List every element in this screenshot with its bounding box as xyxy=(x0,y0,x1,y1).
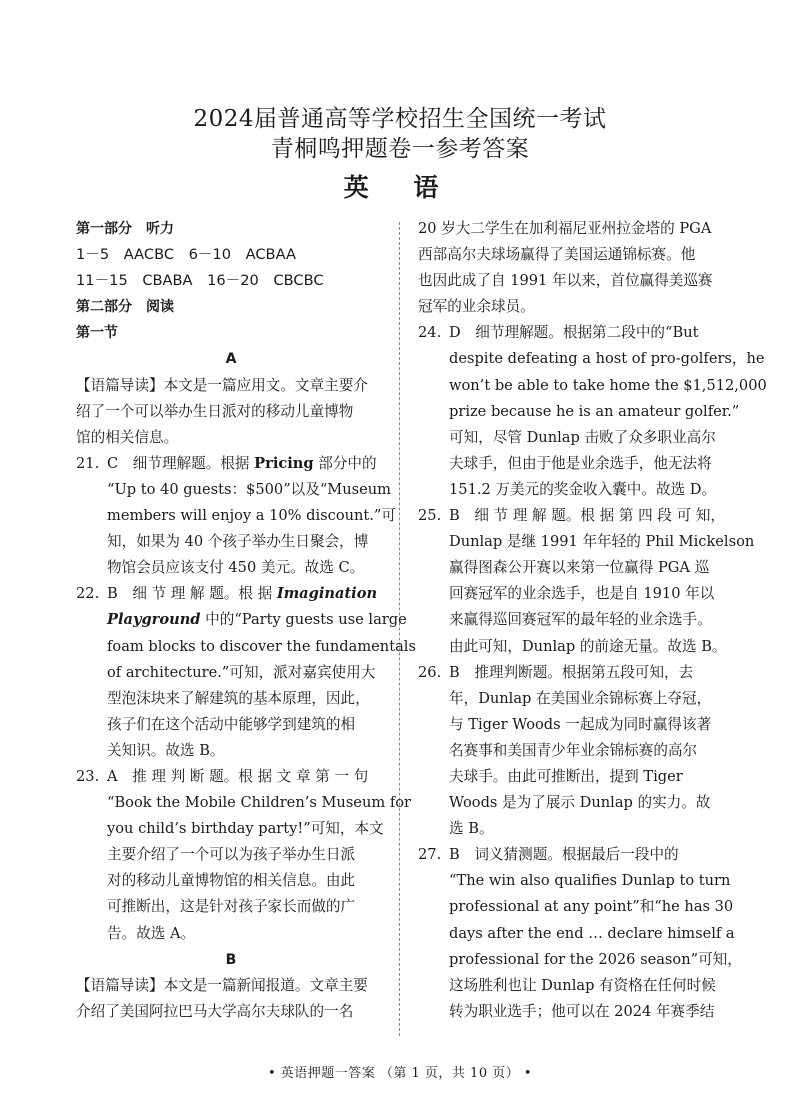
guide-line: 介绍了美国阿拉巴马大学高尔夫球队的一名 xyxy=(76,1002,354,1020)
question-26 xyxy=(418,660,728,843)
text-line: 型泡沫块来了解建筑的基本原理，因此， xyxy=(107,689,370,707)
text-line: A 推 理 判 断 题。根 据 文 章 第 一 句 xyxy=(107,767,369,785)
guide-line: 【语篇导读】本文是一篇新闻报道。文章主要 xyxy=(76,976,368,994)
text-line: 夫球手，但由于他是业余选手，他无法将 xyxy=(449,454,712,472)
text-line: 关知识。故选 B。 xyxy=(107,741,225,759)
text-line: despite defeating a host of pro-golfers，he xyxy=(449,350,765,368)
text-line: members will enjoy a 10% discount.”可 xyxy=(107,507,396,525)
question-number: 21. xyxy=(76,454,100,472)
question-number: 25. xyxy=(418,507,442,525)
text-line: “Book the Mobile Children’s Museum for xyxy=(107,794,411,812)
text-line: Dunlap 是继 1991 年年轻的 Phil Mickelson xyxy=(449,533,755,551)
text-line: prize because he is an amateur golfer.” xyxy=(449,402,740,420)
guide-line: 绍了一个可以举办生日派对的移动儿童博物 xyxy=(76,402,354,420)
text-line: 与 Tiger Woods 一起成为同时赢得该著 xyxy=(449,715,712,733)
text-line: Woods 是为了展示 Dunlap 的实力。故 xyxy=(449,794,711,812)
guide-line: 馆的相关信息。 xyxy=(76,428,179,446)
part1-heading: 第一部分 听力 xyxy=(76,221,174,237)
text-line: 物馆会员应该支付 450 美元。故选 C。 xyxy=(107,559,365,577)
exam-subtitle: 青桐鸣押题卷一参考答案 xyxy=(270,136,530,162)
listening-answers-row-1: 1－5 AACBC 6－10 ACBAA xyxy=(76,246,296,264)
guide-line: 西部高尔夫球场赢得了美国运通锦标赛。他 xyxy=(418,246,696,264)
text-line: professional for the 2026 season”可知， xyxy=(449,950,742,968)
guide-line: 也因此成了自 1991 年以来，首位赢得美巡赛 xyxy=(418,272,713,290)
text-run: C 细节理解题。根据 xyxy=(107,454,255,472)
passage-a-guide xyxy=(76,373,386,451)
text-line: 夫球手。由此可推断出，提到 Tiger xyxy=(449,767,683,785)
question-22 xyxy=(76,581,416,764)
text-line: 来赢得巡回赛冠军的最年轻的业余选手。 xyxy=(449,611,712,629)
question-24 xyxy=(418,320,767,503)
exam-title: 2024届普通高等学校招生全国统一考试 xyxy=(193,106,607,132)
text-line: 由此可知，Dunlap 的前途无量。故选 B。 xyxy=(449,637,727,655)
text-line: “The win also qualifies Dunlap to turn xyxy=(449,872,731,890)
text-line: 这场胜利也让 Dunlap 有资格在任何时候 xyxy=(449,976,716,994)
subject-heading: 英 语 xyxy=(343,173,457,202)
question-explanation xyxy=(107,451,396,581)
passage-a-label: A xyxy=(225,351,237,368)
question-number: 22. xyxy=(76,585,100,603)
text-line: B 词义猜测题。根据最后一段中的 xyxy=(449,846,679,864)
guide-line: 冠军的业余球员。 xyxy=(418,298,535,316)
left-column xyxy=(76,216,416,1025)
section-name: Pricing xyxy=(254,454,314,472)
text-line: 可推断出，这是针对孩子家长而做的广 xyxy=(107,898,356,916)
question-explanation xyxy=(449,842,742,1025)
text-run: 部分中的 xyxy=(313,454,377,472)
text-line: 对的移动儿童博物馆的相关信息。由此 xyxy=(107,872,356,890)
text-run: B 细 节 理 解 题。根 据 xyxy=(107,585,277,603)
text-line: you child’s birthday party!”可知，本文 xyxy=(107,820,384,838)
question-number: 27. xyxy=(418,846,442,864)
text-line: 主要介绍了一个可以为孩子举办生日派 xyxy=(107,846,356,864)
text-line: professional at any point”和“he has 30 xyxy=(449,898,734,916)
text-line: 年，Dunlap 在美国业余锦标赛上夺冠， xyxy=(449,689,712,707)
text-line: 告。故选 A。 xyxy=(107,924,196,942)
question-explanation xyxy=(449,660,728,843)
text-line: D 细节理解题。根据第二段中的“But xyxy=(449,324,699,342)
question-number: 23. xyxy=(76,767,100,785)
text-run: 中的“Party guests use large xyxy=(200,611,407,629)
text-line: 回赛冠军的业余选手，也是自 1910 年以 xyxy=(449,585,715,603)
text-line: “Up to 40 guests：$500”以及“Museum xyxy=(107,480,392,498)
text-line: 知，如果为 40 个孩子举办生日聚会，博 xyxy=(107,533,369,551)
text-line: of architecture.”可知，派对嘉宾使用大 xyxy=(107,663,376,681)
text-line: days after the end … declare himself a xyxy=(449,924,735,942)
section-name: Playground xyxy=(107,611,201,629)
section-name: Imagination xyxy=(276,585,378,603)
text-line: won’t be able to take home the $1,512,000 xyxy=(449,376,767,394)
text-line: 孩子们在这个活动中能够学到建筑的相 xyxy=(107,715,356,733)
right-column xyxy=(418,216,767,1025)
text-line: 赢得图森公开赛以来第一位赢得 PGA 巡 xyxy=(449,559,710,577)
question-27 xyxy=(418,842,742,1025)
question-explanation xyxy=(107,581,416,764)
question-21 xyxy=(76,451,396,581)
question-explanation xyxy=(107,764,411,947)
passage-b-guide xyxy=(76,973,386,1025)
question-explanation xyxy=(449,320,767,503)
passage-b-label: B xyxy=(225,951,237,968)
text-line: 名赛事和美国青少年业余锦标赛的高尔 xyxy=(449,741,698,759)
question-number: 24. xyxy=(418,324,442,342)
guide-line: 20 岁大二学生在加利福尼亚州拉金塔的 PGA xyxy=(418,220,712,237)
passage-b-guide-continued xyxy=(418,216,728,320)
text-line: 可知，尽管 Dunlap 击败了众多职业高尔 xyxy=(449,428,716,446)
question-number: 26. xyxy=(418,663,442,681)
text-line: B 推理判断题。根据第五段可知，去 xyxy=(449,663,694,681)
listening-answers-row-2: 11－15 CBABA 16－20 CBCBC xyxy=(76,272,324,290)
text-line: 151.2 万美元的奖金收入囊中。故选 D。 xyxy=(449,480,717,498)
guide-line: 【语篇导读】本文是一篇应用文。文章主要介 xyxy=(76,376,368,394)
text-line: 转为职业选手；他可以在 2024 年赛季结 xyxy=(449,1002,715,1020)
question-25 xyxy=(418,503,755,660)
part2-heading: 第二部分 阅读 xyxy=(76,299,174,316)
text-line: 选 B。 xyxy=(449,820,494,838)
text-line: foam blocks to discover the fundamentals xyxy=(107,637,416,655)
question-explanation xyxy=(449,503,754,660)
page-footer: • 英语押题一答案 （第 1 页，共 10 页） • xyxy=(267,1066,533,1081)
question-23 xyxy=(76,764,411,947)
section1-heading: 第一节 xyxy=(76,325,118,342)
text-line: B 细 节 理 解 题。根 据 第 四 段 可 知， xyxy=(449,507,726,525)
